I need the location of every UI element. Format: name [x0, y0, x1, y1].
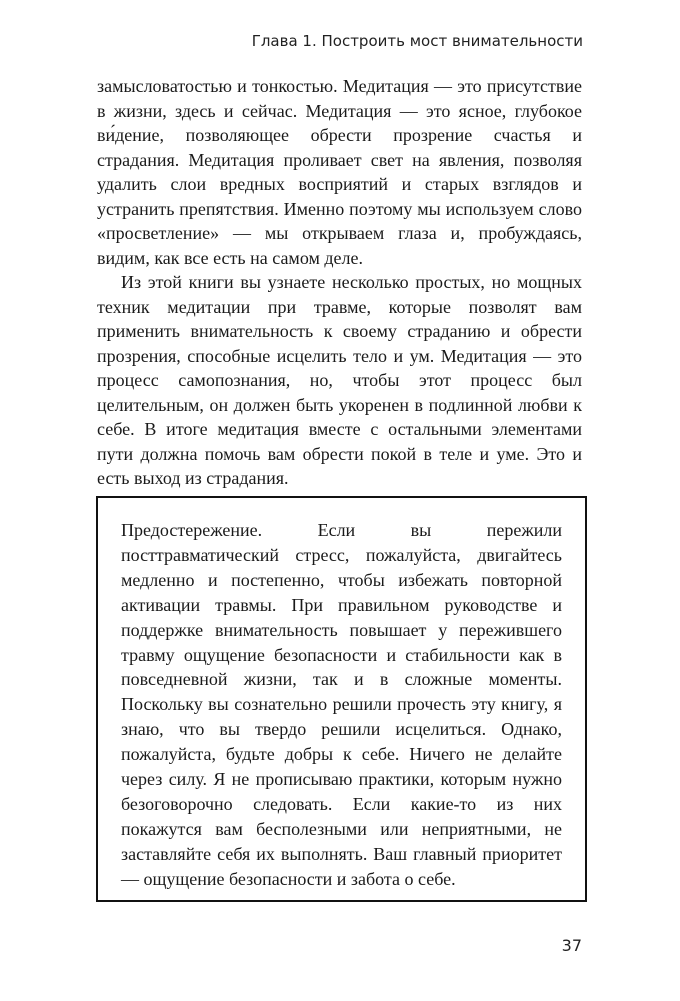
running-header: Глава 1. Построить мост внимательности — [251, 32, 583, 50]
paragraph-2: Из этой книги вы узнаете несколько простых, но мощных техник медитации при травме, которые позволят вам применить внимательность к своему страданию и обрести прозрения, способные исцелить тело и ум. Медитация — это процесс самопознания, но, чтобы этот процесс был целительным, он должен быть укоренен в подлинной любви к себе. В итоге медитация вместе с остальными элементами пути должна помочь вам обрести покой в теле и уме. Это и есть выход из страдания. — [97, 272, 582, 488]
warning-box — [96, 496, 587, 902]
warning-text: Предостережение. Если вы пережили посттравматический стресс, пожалуйста, двигайтесь медленно и постепенно, чтобы избежать повторной активации травмы. При правильном руководстве и поддержке внимательность повышает у пережившего травму ощущение безопасности и стабильности как в повседневной жизни, так и в сложные моменты. Поскольку вы сознательно решили прочесть эту книгу, я знаю, что вы твердо решили исцелиться. Однако, пожалуйста, будьте добры к себе. Ничего не делайте через силу. Я не прописываю практики, которым нужно безоговорочно следовать. Если какие-то из них покажутся вам бесполезными или неприятными, не заставляйте себя их выполнять. Ваш главный приоритет — ощущение безопасности и забота о себе. — [121, 520, 562, 889]
page-number: 37 — [561, 936, 582, 955]
main-text — [97, 74, 582, 491]
paragraph-1: замысловатостью и тонкостью. Медитация — это присутствие в жизни, здесь и сейчас. Медитация — это ясное, глубокое ви́дение, позволяющее обрести прозрение счастья и страдания. Медитация проливает свет на явления, позволяя удалить слои вредных восприятий и старых взглядов и устранить препятствия. Именно поэтому мы используем слово «просветление» — мы открываем глаза и, пробуждаясь, видим, как все есть на самом деле. — [97, 76, 582, 268]
